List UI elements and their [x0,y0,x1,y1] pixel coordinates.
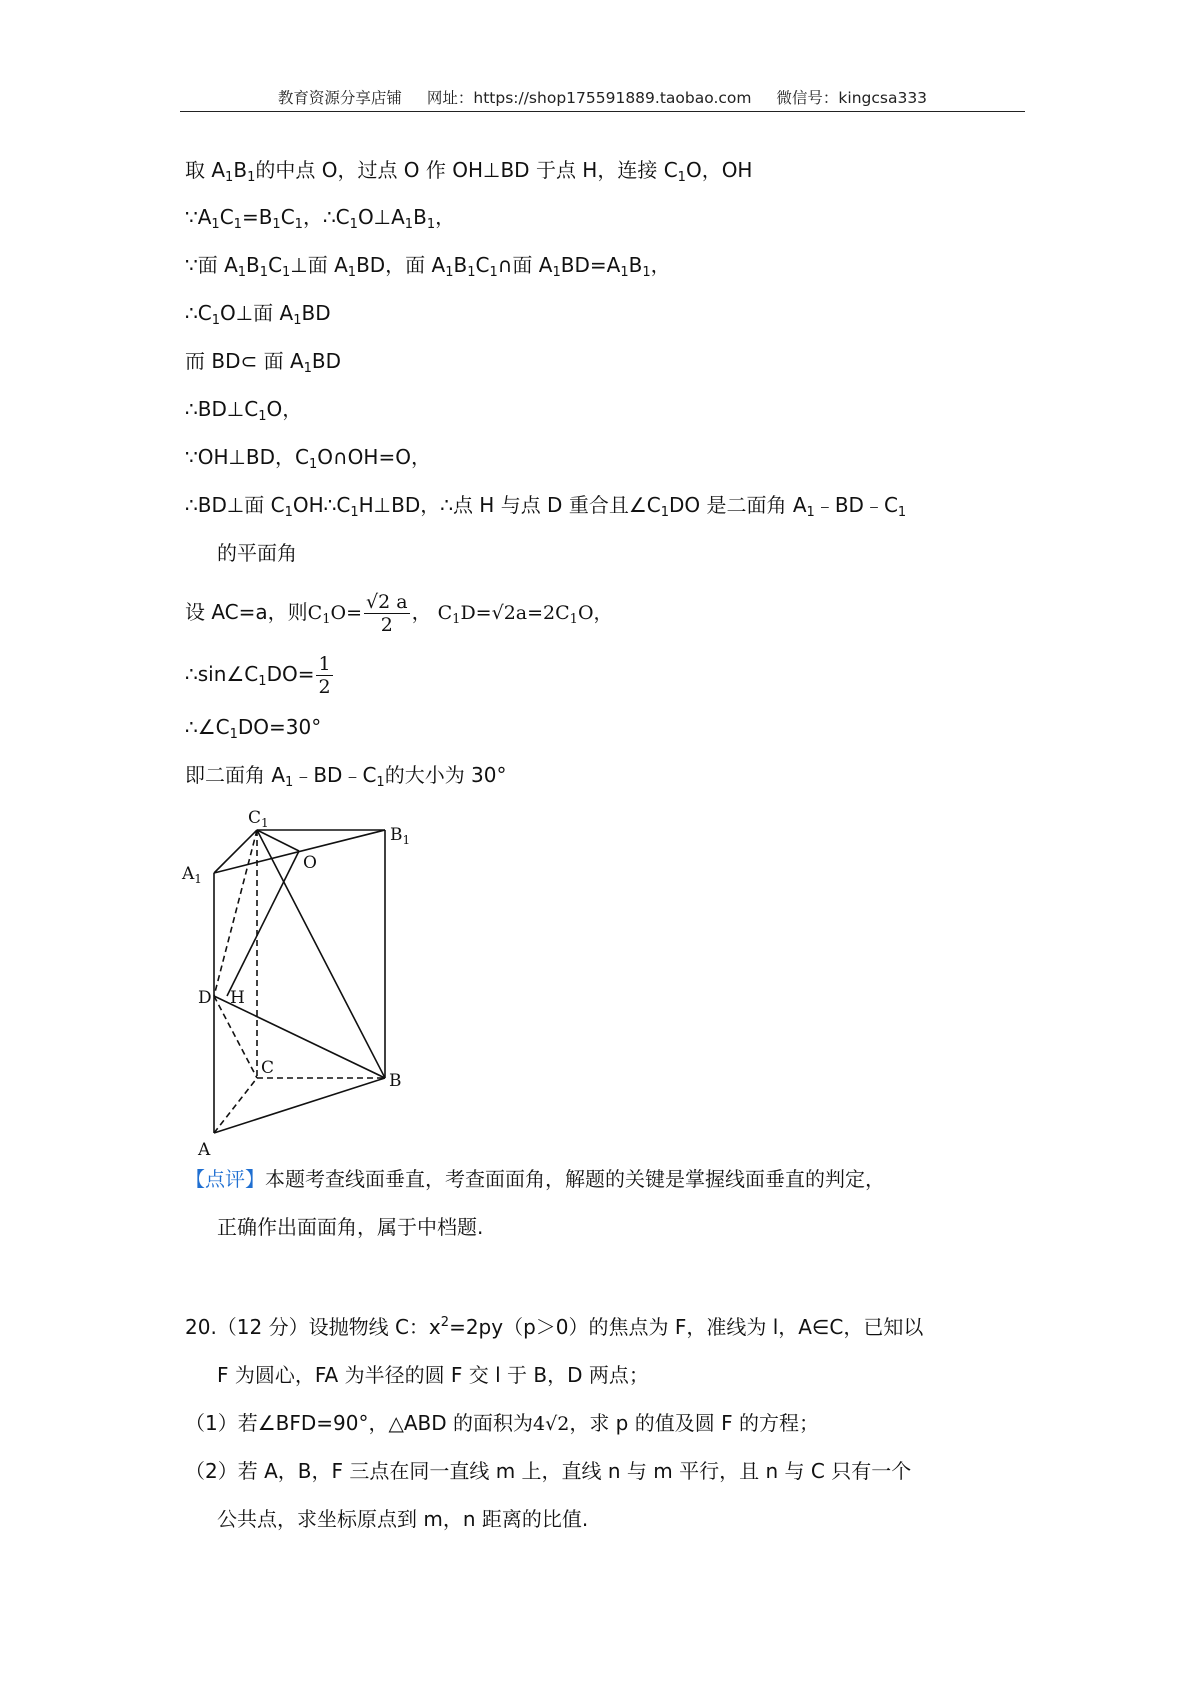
edge-a1-c1 [214,830,257,873]
problem20-line-3: （1）若∠BFD=90°，△ABD 的面积为4√2，求 p 的值及圆 F 的方程； [185,1411,819,1435]
problem20-line-2: F 为圆心，FA 为半径的圆 F 交 l 于 B，D 两点； [217,1363,649,1387]
label-o: O [303,853,317,873]
comment-tag: 【点评】 [185,1167,265,1191]
proof-line-5: 而 BD⊂ 面 $A_1BD$ [185,349,342,376]
proof-line-11: $\therefore\sin\angle C_1DO=$ $\frac{1}{2}$ [185,653,331,698]
comment-line-1: 【点评】本题考查线面垂直，考查面面角，解题的关键是掌握线面垂直的判定， [185,1167,885,1191]
label-b: B [389,1071,402,1091]
proof-line-2: $\because A_1C_1=B_1C_1$，$\therefore C_1O\perp A_1B_1$， [185,205,456,232]
proof-line-6: $\therefore BD\perp C_1O$， [185,397,303,424]
edge-o-h [227,851,299,996]
proof-line-7: ∵OH⊥BD，$C_1O\cap OH=O$， [185,445,431,472]
prism-figure [180,795,420,1160]
edge-c1-b [257,830,385,1078]
header-divider [180,111,1025,112]
proof-line-8: ∴BD⊥面 $C_1OH\therefore C_1H\perp BD$，∴点 H 与点 D 重合且$\angle C_1DO$ 是二面角 $A_1﹣BD﹣C_1$ [185,493,907,520]
label-c1: $C_1$ [248,808,269,830]
page-header [180,86,1025,112]
problem20-line-5: 公共点，求坐标原点到 m，n 距离的比值. [217,1507,589,1531]
proof-line-10: 设 AC=a，则$C_1O=$ $\frac{√2 a}{2}$ ， $C_1D=√2a=2C_1O$， [185,591,613,636]
proof-line-9: 的平面角 [217,541,297,565]
problem20-line-1: 20.（12 分）设抛物线 C：$x^2=2py(p>0)$的焦点为 F，准线为 l，A∈C，已知以 [185,1315,924,1339]
proof-line-13: 即二面角 $A_1﹣BD﹣C_1$的大小为 30° [185,763,507,790]
edge-d-c [214,996,257,1078]
proof-line-4: $\therefore C_1O\perp$面 $A_1BD$ [185,301,331,328]
proof-line-1: 取 $A_1B_1$的中点 O，过点 O 作 OH⊥BD 于点 H，连接 $C_1O$，OH [185,158,753,185]
header-wechat: 微信号：kingcsa333 [776,89,928,107]
label-a: A [198,1140,211,1160]
label-c: C [261,1058,275,1078]
header-url: 网址：https://shop175591889.taobao.com [426,89,752,107]
edge-a-c [214,1078,257,1133]
fraction-one-half: $\frac{1}{2}$ [318,653,331,698]
label-d: D [198,988,212,1008]
comment-line-2: 正确作出面面角，属于中档题. [217,1215,484,1239]
header-shop: 教育资源分享店铺 [277,89,402,107]
fraction-sqrt2a-over-2: $\frac{√2 a}{2}$ [366,591,408,636]
edge-a-b [214,1078,385,1133]
label-a1: $A_1$ [182,864,202,886]
label-h: H [230,988,245,1008]
proof-line-3: ∵面 $A_1B_1C_1\perp$面 $A_1BD$，面 $A_1B_1C_1\cap$面 $A_1BD=A_1B_1$， [185,253,671,280]
edge-d-b [214,996,385,1078]
label-b1: $B_1$ [390,825,411,847]
edge-c1-d [214,830,257,996]
problem20-line-4: （2）若 A，B，F 三点在同一直线 m 上，直线 n 与 m 平行，且 n 与 C 只有一个 [185,1459,912,1483]
proof-line-12: $\therefore\angle C_1DO=30^\circ$ [185,715,322,742]
